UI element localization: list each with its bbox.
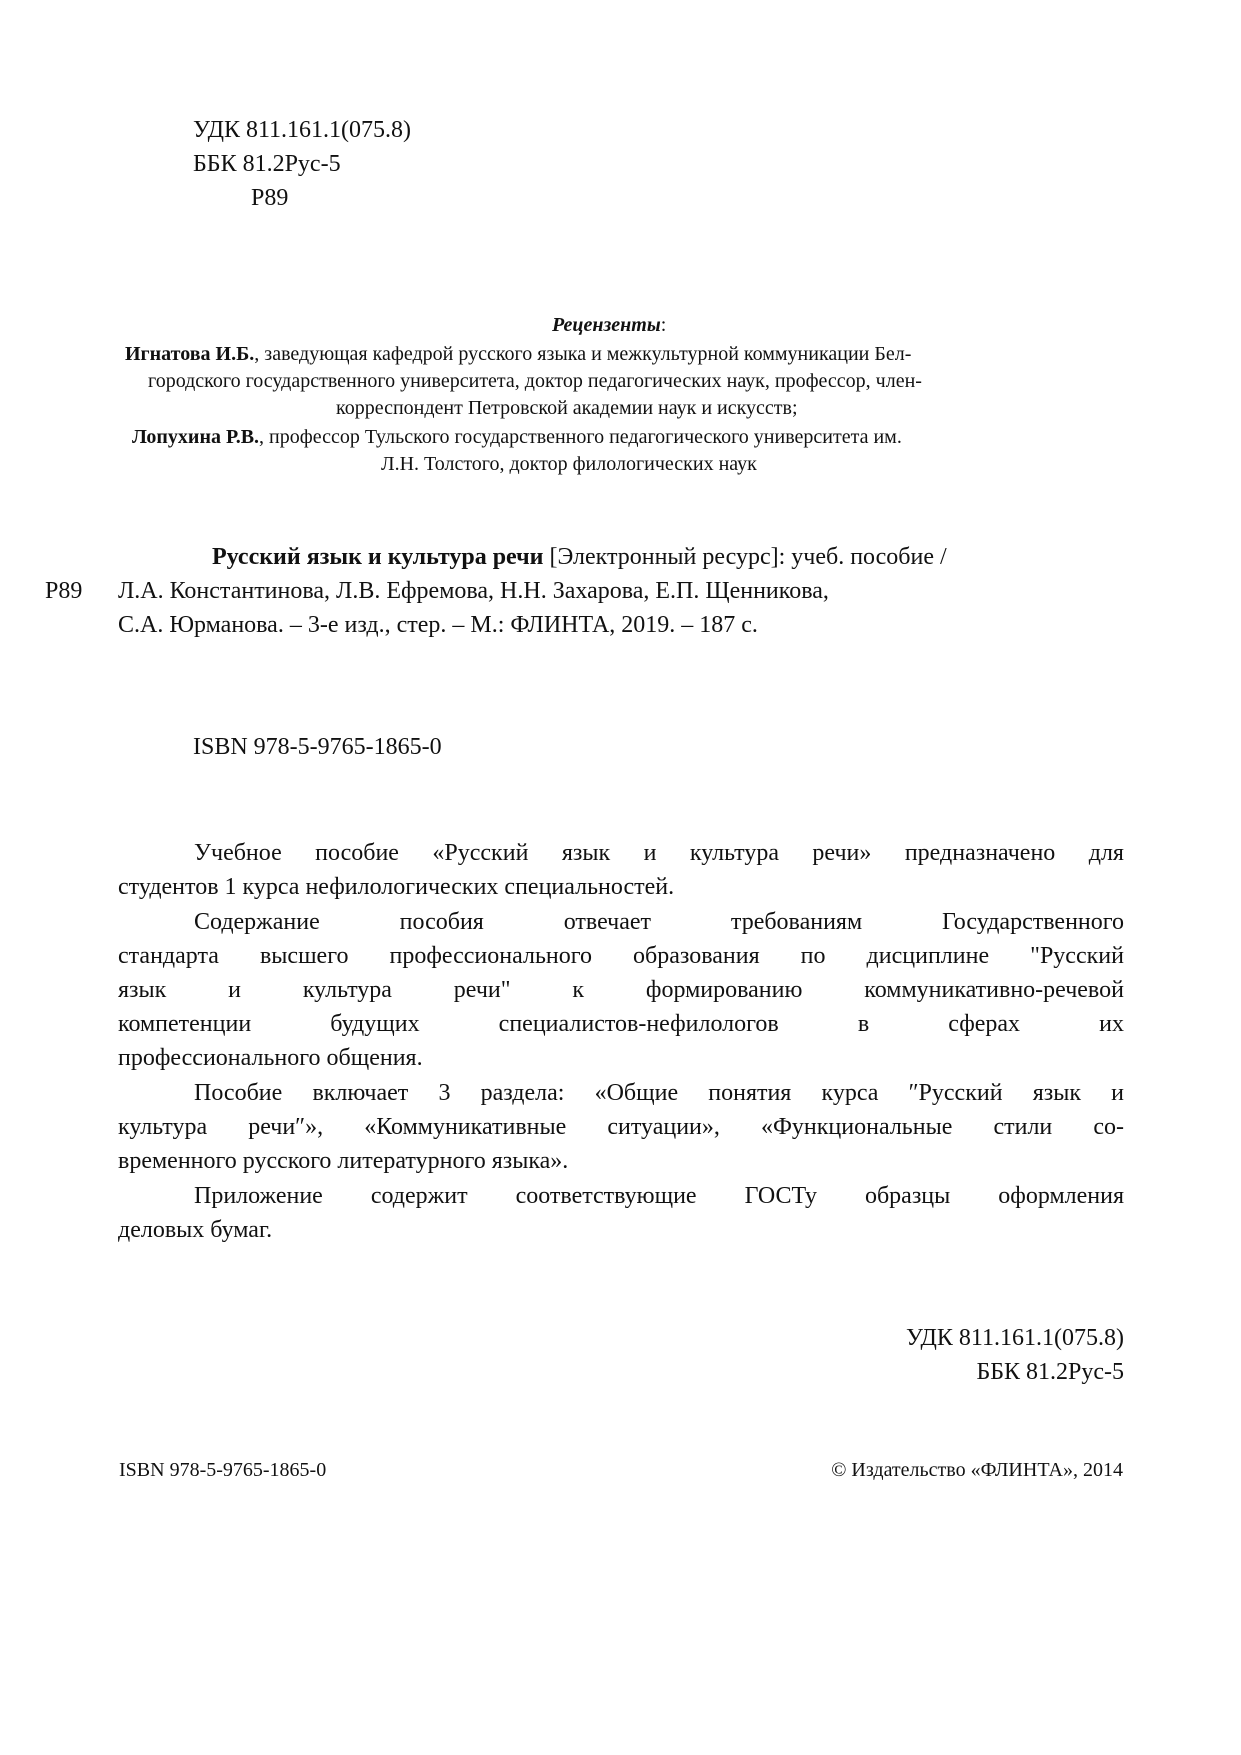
footer-isbn: ISBN 978-5-9765-1865-0 bbox=[119, 1459, 327, 1481]
bibliography-line-3: С.А. Юрманова. – 3-е изд., стер. – М.: ФЛИНТА, 2019. – 187 с. bbox=[118, 612, 758, 638]
annotation-p2-line-1: Содержание пособия отвечает требованиям Государственного bbox=[194, 909, 1124, 935]
annotation-p3-line-3: временного русского литературного языка». bbox=[118, 1148, 569, 1174]
annotation-p2-line-3: язык и культура речи" к формированию коммуникативно-речевой bbox=[118, 977, 1124, 1003]
bibliography-mark: Р89 bbox=[45, 578, 83, 604]
reviewer-2-line-2: Л.Н. Толстого, доктор филологических наук bbox=[381, 453, 757, 475]
annotation-p1-line-1: Учебное пособие «Русский язык и культура речи» предназначено для bbox=[194, 840, 1124, 866]
annotation-p3-line-2: культура речи″», «Коммуникативные ситуации», «Функциональные стили со- bbox=[118, 1114, 1124, 1140]
reviewer-1-line-3: корреспондент Петровской академии наук и искусств; bbox=[336, 397, 798, 419]
udk-code-bottom: УДК 811.161.1(075.8) bbox=[905, 1325, 1124, 1351]
bbk-code-bottom: ББК 81.2Рус-5 bbox=[976, 1359, 1124, 1385]
book-title: Русский язык и культура речи bbox=[212, 544, 544, 570]
bibliography-line-1: Русский язык и культура речи [Электронный ресурс]: учеб. пособие / bbox=[212, 544, 947, 570]
annotation-p2-line-4: компетенции будущих специалистов-нефилологов в сферах их bbox=[118, 1011, 1124, 1037]
annotation-p4-line-2: деловых бумаг. bbox=[118, 1217, 273, 1243]
annotation-p4-line-1: Приложение содержит соответствующие ГОСТу образцы оформления bbox=[194, 1183, 1124, 1209]
reviewer-1-line-2: городского государственного университета, доктор педагогических наук, профессор, член- bbox=[148, 370, 922, 392]
reviewer-2-line-1: Лопухина Р.В., профессор Тульского государственного педагогического университета им. bbox=[132, 426, 902, 448]
annotation-p1-line-2: студентов 1 курса нефилологических специальностей. bbox=[118, 874, 675, 900]
classification-top bbox=[193, 115, 513, 225]
reviewers-block bbox=[120, 312, 1120, 482]
bibliography-line-2: Л.А. Константинова, Л.В. Ефремова, Н.Н. Захарова, Е.П. Щенникова, bbox=[118, 578, 829, 604]
footer-copyright: © Издательство «ФЛИНТА», 2014 bbox=[831, 1459, 1123, 1481]
classification-bottom bbox=[800, 1323, 1124, 1393]
isbn-main: ISBN 978-5-9765-1865-0 bbox=[193, 734, 442, 760]
annotation-p3-line-1: Пособие включает 3 раздела: «Общие понятия курса ″Русский язык и bbox=[194, 1080, 1124, 1106]
annotation bbox=[118, 838, 1128, 1258]
reviewer-1-line-1: Игнатова И.Б., заведующая кафедрой русского языка и межкультурной коммуникации Бел- bbox=[125, 343, 912, 365]
udk-code-top: УДК 811.161.1(075.8) bbox=[193, 117, 412, 143]
reviewer-1-name: Игнатова И.Б. bbox=[125, 343, 255, 365]
annotation-p2-line-5: профессионального общения. bbox=[118, 1045, 423, 1071]
annotation-p2-line-2: стандарта высшего профессионального образования по дисциплине "Русский bbox=[118, 943, 1124, 969]
reviewers-heading: Рецензенты: bbox=[552, 314, 667, 336]
bbk-code-top: ББК 81.2Рус-5 bbox=[193, 151, 341, 177]
author-mark-top: Р89 bbox=[251, 185, 289, 211]
reviewer-2-name: Лопухина Р.В. bbox=[132, 426, 260, 448]
bibliographic-description bbox=[45, 542, 1165, 652]
